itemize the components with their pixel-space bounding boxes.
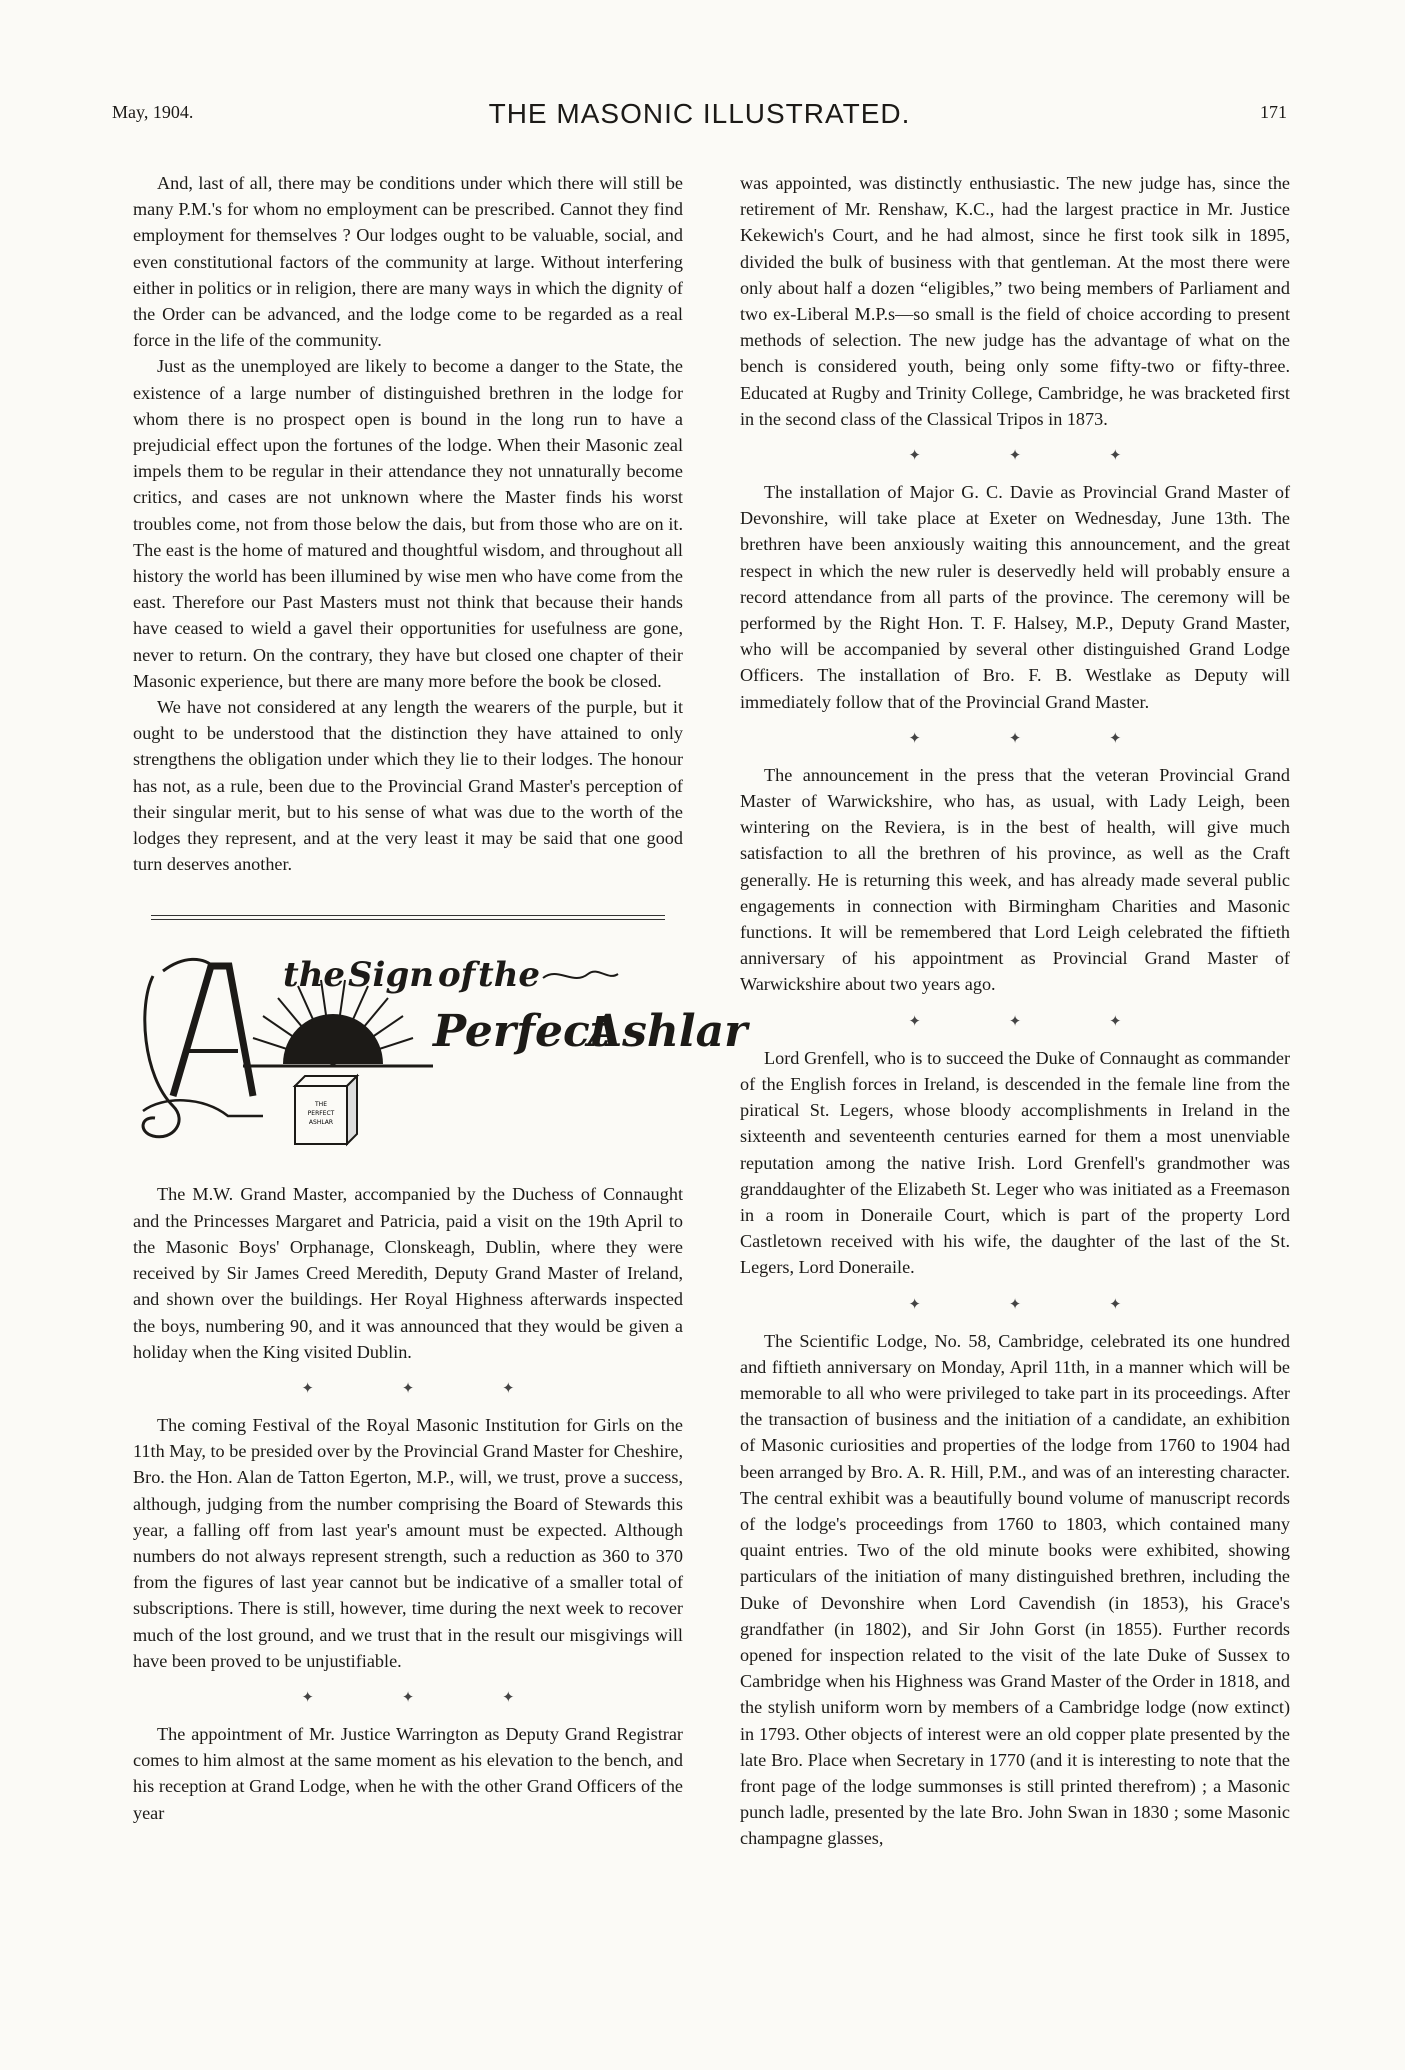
paragraph: was appointed, was distinctly enthusiastic. The new judge has, since the retirement of Mr. Renshaw, K.C., had the largest practice in Mr. Justice Kekewich's Court, and he had almost, since he first took silk in 1895, divided the bulk of business with that gentleman. At the most there were only about half a dozen “eligibles,” two being members of Parliament and two ex-Liberal M.P.s—so small is the field of choice according to present methods of selection. The new judge has the advantage of what on the bench is considered youth, being only some fifty-two or fifty-three. Educated at Rugby and Trinity College, Cambridge, he was bracketed first in the second class of the Classical Tripos in 1873. <box>740 173 1290 429</box>
svg-text:Perfect: Perfect <box>433 1006 611 1058</box>
paragraph: The Scientific Lodge, No. 58, Cambridge, celebrated its one hundred and fiftieth anniversary on Monday, April 11th, in a manner which will be memorable to all who were privileged to take part in its proceedings. After the transaction of business and the initiation of a candidate, an exhibition of Masonic curiosities and properties of the lodge from 1760 to 1904 had been arranged by Bro. A. R. Hill, P.M., and was of an interesting character. The central exhibit was a beautifully bound volume of manuscript records of the lodge's proceedings from 1760 to 1803, which contained many quaint entries. Two of the old minute books were exhibited, showing particulars of the initiation of many distinguished brethren, including the Duke of Devonshire when Lord Cavendish (in 1853), his Grace's grandfather (in 1802), and Sir John Gorst (in 1855). Further records opened for inspection related to the visit of the late Duke of Sussex to Cambridge when his Highness was Grand Master of the Order in 1818, and the stylish uniform worn by members of a Cambridge lodge (now extinct) in 1793. Other objects of interest were an old copper plate presented by the late Bro. Place when Secretary in 1770 (and it is interesting to note that the front page of the lodge summonses is still printed therefrom) ; a Masonic punch ladle, presented by the late Bro. John Swan in 1830 ; some Masonic champagne glasses, <box>740 1330 1290 1849</box>
dingbat-separator-icon: ✦ ✦ ✦ <box>908 730 1164 747</box>
svg-text:the: the <box>478 955 541 996</box>
paragraph: And, last of all, there may be conditions under which there will still be many P.M.'s for whom no employment can be prescribed. Cannot they find employment for themselves ? Our lodges ought to be valuable, social, and even constitutional factors of the community at large. Without interfering either in politics or in religion, there are many ways in which the dignity of the Order can be advanced, and the lodge come to be regarded as a real force in the life of the community. <box>133 173 683 351</box>
dingbat-separator-icon: ✦ ✦ ✦ <box>908 1296 1164 1313</box>
publication-title: THE MASONIC ILLUSTRATED. <box>488 98 911 129</box>
paragraph: The announcement in the press that the veteran Provincial Grand Master of Warwickshire, who has, as usual, with Lady Leigh, been wintering on the Reviera, is in the best of health, will give much satisfaction to all the brethren of his province, as well as the Craft generally. He is returning this week, and has already made several public engagements in connection with Birmingham Charities and Masonic functions. It will be remembered that Lord Leigh celebrated the fiftieth anniversary of his appointment as Provincial Grand Master of Warwickshire about two years ago. <box>740 764 1290 995</box>
right-column <box>740 170 1290 1852</box>
left-column <box>133 170 748 1826</box>
svg-text:PERFECT: PERFECT <box>307 1110 335 1118</box>
dingbat-separator-icon: ✦ ✦ ✦ <box>301 1380 557 1397</box>
paragraph: We have not considered at any length the wearers of the purple, but it ought to be understood that the distinction they have attained to only strengthens the obligation under which they lie to their lodges. The honour has not, as a rule, been due to the Provincial Grand Master's perception of their singular merit, but to his sense of what was due to the worth of the lodges they represent, and at the very least it may be said that one good turn deserves another. <box>133 697 683 875</box>
paragraph: The appointment of Mr. Justice Warrington as Deputy Grand Registrar comes to him almost at the same moment as his elevation to the bench, and his reception at Grand Lodge, when he with the other Grand Officers of the year <box>133 1723 683 1823</box>
section-divider <box>133 915 683 920</box>
paragraph: The M.W. Grand Master, accompanied by the Duchess of Connaught and the Princesses Margaret and Patricia, paid a visit on the 19th April to the Masonic Boys' Orphanage, Clonskeagh, Dublin, where they were received by Sir James Creed Meredith, Deputy Grand Master of Ireland, and shown over the buildings. Her Royal Highness afterwards inspected the boys, numbering 90, and it was announced that they would be given a holiday when the King visited Dublin. <box>133 1184 683 1362</box>
running-header <box>112 98 1287 130</box>
masonic-sunburst-icon <box>133 946 748 1161</box>
page-number: 171 <box>1260 102 1287 122</box>
dingbat-separator-icon: ✦ ✦ ✦ <box>908 1013 1164 1030</box>
paragraph: The coming Festival of the Royal Masonic Institution for Girls on the 11th May, to be presided over by the Provincial Grand Master for Cheshire, Bro. the Hon. Alan de Tatton Egerton, M.P., will, we trust, prove a success, although, judging from the number comprising the Board of Stewards this year, a falling off from last year's amount must be expected. Although numbers do not always represent strength, such a reduction as 360 to 370 from the figures of last year cannot but be indicative of a smaller total of subscriptions. There is still, however, time during the next week to recover much of the lost ground, and we trust that in the result our misgivings will have been proved to be unjustifiable. <box>133 1414 683 1671</box>
issue-date: May, 1904. <box>112 102 194 122</box>
paragraph: Lord Grenfell, who is to succeed the Duke of Connaught as commander of the English forces in Ireland, is descended in the female line from the piratical St. Legers, whose bloody accomplishments in Ireland in the sixteenth and seventeenth centuries earned for them a most unenviable reputation among the native Irish. Lord Grenfell's grandmother was granddaughter of the Elizabeth St. Leger who was initiated as a Freemason in a room in Doneraile Court, which is part of the property Lord Castletown received with his wife, the daughter of the last of the St. Legers, Lord Doneraile. <box>740 1047 1290 1278</box>
perfect-ashlar-block-icon <box>295 1076 357 1144</box>
svg-text:of: of <box>438 955 476 996</box>
dingbat-separator-icon: ✦ ✦ ✦ <box>301 1689 557 1706</box>
svg-text:Sign: Sign <box>348 955 434 996</box>
svg-text:the: the <box>283 955 346 996</box>
svg-text:Ashlar: Ashlar <box>588 1006 748 1058</box>
svg-text:ASHLAR: ASHLAR <box>308 1119 334 1127</box>
paragraph: Just as the unemployed are likely to become a danger to the State, the existence of a large number of distinguished brethren in the lodge for whom there is no prospect open is bound in the long run to have a prejudicial effect upon the fortunes of the lodge. When their Masonic zeal impels them to be regular in their attendance they not unnaturally become critics, and cases are not unknown where the Master finds his worst troubles come, not from those below the dais, but from those who are on it. The east is the home of matured and thoughtful wisdom, and throughout all history the world has been illumined by wise men who have come from the east. Therefore our Past Masters must not think that because their hands have ceased to wield a gavel their opportunities for usefulness are gone, never to return. On the contrary, they have but closed one chapter of their Masonic experience, but there are many more before the book be closed. <box>133 356 683 691</box>
section-heading-ornament <box>133 946 748 1161</box>
dingbat-separator-icon: ✦ ✦ ✦ <box>908 448 1164 465</box>
svg-text:THE: THE <box>315 1101 327 1109</box>
paragraph: The installation of Major G. C. Davie as Provincial Grand Master of Devonshire, will take place at Exeter on Wednesday, June 13th. The brethren have been anxiously waiting this announcement, and the great respect in which the new ruler is deservedly held will probably ensure a record attendance from all parts of the province. The ceremony will be performed by the Right Hon. T. F. Halsey, M.P., Deputy Grand Master, who will be accompanied by several other distinguished Grand Lodge Officers. The installation of Bro. F. B. Westlake as Deputy will immediately follow that of the Provincial Grand Master. <box>740 482 1290 712</box>
